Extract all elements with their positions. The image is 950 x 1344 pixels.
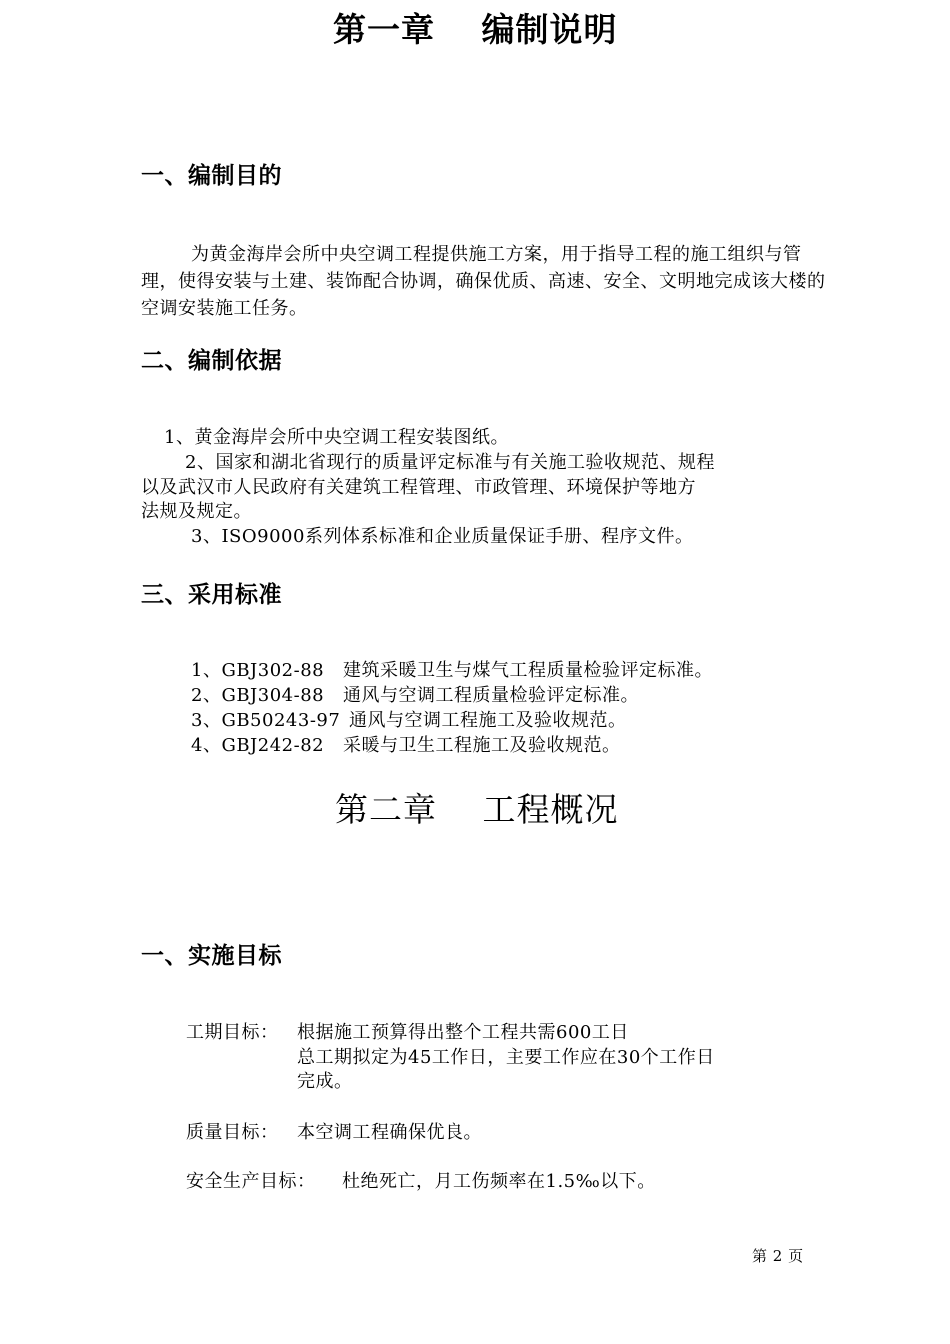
basis-item-3: 3、ISO9000系列体系标准和企业质量保证手册、程序文件。 bbox=[191, 526, 694, 547]
schedule-goal-line-3: 完成。 bbox=[297, 1071, 353, 1092]
basis-item-1: 1、黄金海岸会所中央空调工程安装图纸。 bbox=[164, 427, 509, 448]
schedule-goal-line-1: 根据施工预算得出整个工程共需600工日 bbox=[297, 1022, 629, 1043]
section-basis-heading: 二、编制依据 bbox=[141, 348, 282, 374]
standard-item-4-text: 采暖与卫生工程施工及验收规范。 bbox=[343, 735, 621, 756]
standard-item-1-text: 建筑采暖卫生与煤气工程质量检验评定标准。 bbox=[343, 660, 713, 681]
chapter-1-title: 第一章 编制说明 bbox=[333, 10, 618, 49]
safety-goal-text: 杜绝死亡，月工伤频率在1.5‰以下。 bbox=[342, 1171, 656, 1192]
quality-goal-text: 本空调工程确保优良。 bbox=[297, 1122, 482, 1143]
schedule-goal-line-2: 总工期拟定为45工作日，主要工作应在30个工作日 bbox=[297, 1047, 715, 1068]
section-purpose-paragraph: 为黄金海岸会所中央空调工程提供施工方案，用于指导工程的施工组织与管理，使得安装与土建、装饰配合协调，确保优质、高速、安全、文明地完成该大楼的空调安装施工任务。 bbox=[141, 244, 826, 319]
standard-item-2-code: 2、GBJ304-88 bbox=[191, 685, 325, 706]
section-standards-heading: 三、采用标准 bbox=[141, 582, 282, 608]
standard-item-3-text: 通风与空调工程施工及验收规范。 bbox=[349, 710, 627, 731]
standard-item-3-code: 3、GB50243-97 bbox=[191, 710, 341, 731]
basis-item-2-line-2: 以及武汉市人民政府有关建筑工程管理、市政管理、环境保护等地方 bbox=[141, 477, 696, 498]
standard-item-4-code: 4、GBJ242-82 bbox=[191, 735, 325, 756]
basis-item-2-line-1: 2、国家和湖北省现行的质量评定标准与有关施工验收规范、规程 bbox=[185, 452, 715, 473]
section-goals-heading: 一、实施目标 bbox=[141, 943, 282, 969]
standard-item-2-text: 通风与空调工程质量检验评定标准。 bbox=[343, 685, 639, 706]
chapter-2-title: 第二章 工程概况 bbox=[335, 790, 619, 829]
page-number: 第 2 页 bbox=[752, 1247, 804, 1265]
quality-goal-label: 质量目标： bbox=[186, 1122, 279, 1143]
basis-item-2-line-3: 法规及规定。 bbox=[141, 501, 252, 522]
section-purpose-heading: 一、编制目的 bbox=[141, 163, 282, 189]
standard-item-1-code: 1、GBJ302-88 bbox=[191, 660, 325, 681]
safety-goal-label: 安全生产目标： bbox=[186, 1171, 316, 1192]
schedule-goal-label: 工期目标： bbox=[186, 1022, 279, 1043]
